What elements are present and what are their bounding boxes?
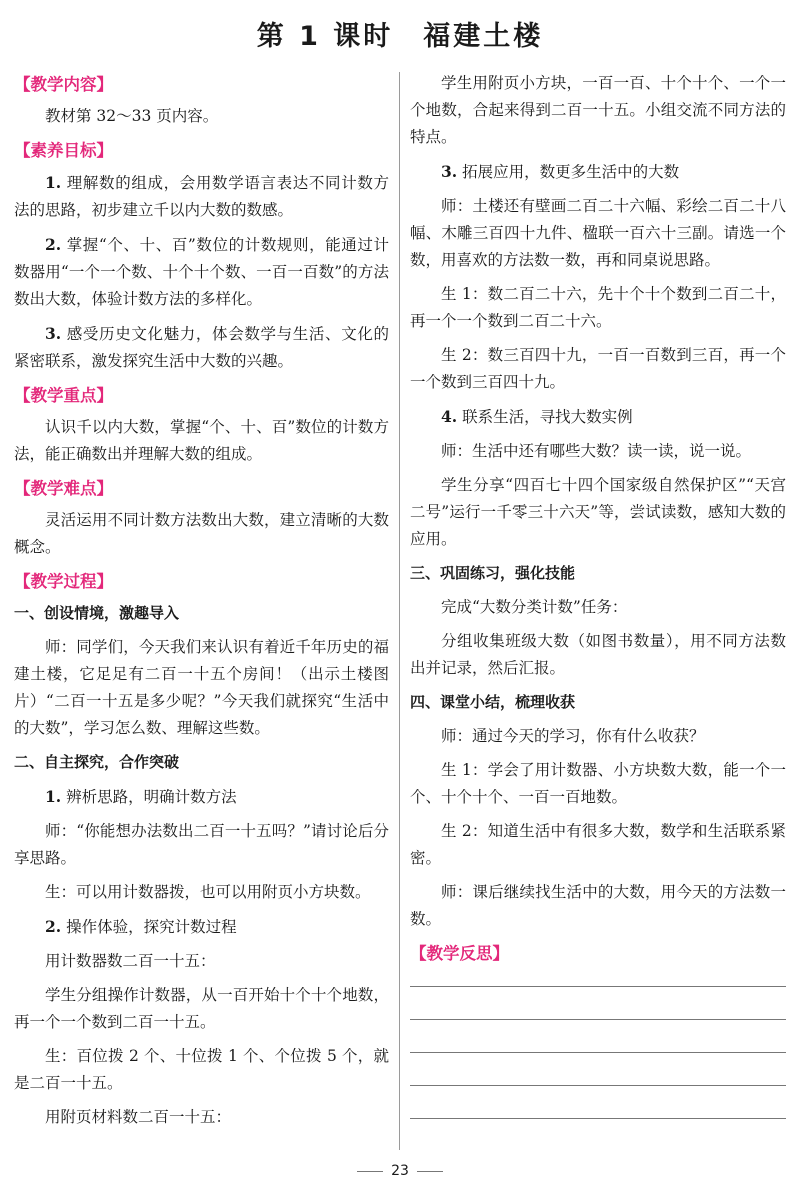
goal-text: 理解数的组成，会用数学语言表达不同计数方法的思路，初步建立千以内大数的数感。 [14, 174, 389, 219]
sub-heading [14, 913, 389, 941]
item-number: 1. [45, 173, 62, 192]
paragraph: 完成“大数分类计数”任务： [441, 598, 628, 616]
right-column [410, 70, 786, 1151]
step-heading-1: 一、创设情境，激趣导入 [14, 604, 180, 622]
paragraph: 师：课后继续找生活中的大数，用今天的方法数一数。 [410, 883, 786, 928]
writing-line [410, 1085, 786, 1086]
paragraph: 生 1：学会了用计数器、小方块数大数，能一个一个、十个十个、一百一百地数。 [410, 761, 786, 806]
item-number: 2. [45, 235, 62, 254]
item-number: 4. [441, 407, 458, 426]
paragraph: 生：可以用计数器拨，也可以用附页小方块数。 [45, 883, 371, 901]
reflection-lines [410, 986, 786, 1119]
paragraph: 认识千以内大数，掌握“个、十、百”数位的计数方法，能正确数出并理解大数的组成。 [14, 418, 389, 463]
paragraph: 师：“你能想办法数出二百一十五吗？”请讨论后分享思路。 [14, 822, 389, 867]
paragraph: 师：土楼还有壁画二百二十六幅、彩绘二百二十八幅、木雕三百四十九件、楹联一百六十三副。请选一个数，用喜欢的方法数一数，再和同桌说思路。 [410, 197, 786, 269]
paragraph: 生 1：数二百二十六，先十个十个数到二百二十，再一个一个数到二百二十六。 [410, 285, 786, 330]
paragraph: 生 2：知道生活中有很多大数，数学和生活联系紧密。 [410, 822, 786, 867]
paragraph: 学生用附页小方块，一百一百、十个十个、一个一个地数，合起来得到二百一十五。小组交流不同方法的特点。 [410, 74, 786, 146]
section-title-goals: 【素养目标】 [14, 141, 113, 160]
paragraph: 师：生活中还有哪些大数？读一读，说一说。 [441, 442, 752, 460]
paragraph: 教材第 32～33 页内容。 [45, 107, 219, 125]
goal-item-2 [14, 231, 389, 313]
section-title-content: 【教学内容】 [14, 75, 113, 94]
section-title-key-points: 【教学重点】 [14, 386, 113, 405]
footer-dash [417, 1171, 443, 1172]
sub-heading [14, 783, 389, 811]
page-number: 23 [391, 1163, 409, 1179]
item-number: 3. [441, 162, 458, 181]
goal-item-3 [14, 320, 389, 375]
step-heading-3: 三、巩固练习，强化技能 [410, 564, 576, 582]
paragraph: 师：同学们，今天我们来认识有着近千年历史的福建土楼，它足足有二百一十五个房间！（出示土楼图片）“二百一十五是多少呢？”今天我们就探究“生活中的大数”，学习怎么数、理解这些数。 [14, 638, 389, 737]
paragraph: 师：通过今天的学习，你有什么收获？ [441, 727, 705, 745]
paragraph: 生 2：数三百四十九，一百一百数到三百，再一个一个数到三百四十九。 [410, 346, 786, 391]
left-column [14, 70, 389, 1138]
step-heading-4: 四、课堂小结，梳理收获 [410, 693, 576, 711]
section-title-difficulties: 【教学难点】 [14, 479, 113, 498]
step-heading-2: 二、自主探究，合作突破 [14, 753, 180, 771]
page-footer [0, 1163, 800, 1179]
item-number: 2. [45, 917, 62, 936]
writing-line [410, 986, 786, 987]
paragraph: 用计数器数二百一十五： [45, 952, 216, 970]
sub-heading-text: 辨析思路，明确计数方法 [61, 788, 237, 806]
section-title-reflection: 【教学反思】 [410, 944, 509, 963]
goal-text: 掌握“个、十、百”数位的计数规则，能通过计数器用“一个一个数、十个十个数、一百一百数”的方法数出大数，体验计数方法的多样化。 [14, 236, 389, 308]
paragraph: 灵活运用不同计数方法数出大数，建立清晰的大数概念。 [14, 511, 389, 556]
paragraph: 用附页材料数二百一十五： [45, 1108, 232, 1126]
paragraph: 分组收集班级大数（如图书数量），用不同方法数出并记录，然后汇报。 [410, 632, 786, 677]
section-title-process: 【教学过程】 [14, 572, 113, 591]
sub-heading [410, 158, 786, 186]
goal-item-1 [14, 169, 389, 224]
writing-line [410, 1118, 786, 1119]
item-number: 3. [45, 324, 62, 343]
sub-heading-text: 联系生活，寻找大数实例 [457, 408, 633, 426]
paragraph: 学生分享“四百七十四个国家级自然保护区”“天宫二号”运行一千零三十六天”等，尝试读数，感知大数的应用。 [410, 476, 786, 548]
column-divider [399, 72, 400, 1150]
writing-line [410, 1019, 786, 1020]
paragraph: 学生分组操作计数器，从一百开始十个十个地数，再一个一个数到二百一十五。 [14, 986, 389, 1031]
page-title: 第 1 课时 福建土楼 [256, 21, 544, 52]
footer-dash [357, 1171, 383, 1172]
goal-text: 感受历史文化魅力，体会数学与生活、文化的紧密联系，激发探究生活中大数的兴趣。 [14, 325, 389, 370]
sub-heading [410, 403, 786, 431]
sub-heading-text: 操作体验，探究计数过程 [61, 918, 237, 936]
paragraph: 生：百位拨 2 个、十位拨 1 个、个位拨 5 个，就是二百一十五。 [14, 1047, 389, 1092]
sub-heading-text: 拓展应用，数更多生活中的大数 [457, 163, 680, 181]
item-number: 1. [45, 787, 62, 806]
writing-line [410, 1052, 786, 1053]
